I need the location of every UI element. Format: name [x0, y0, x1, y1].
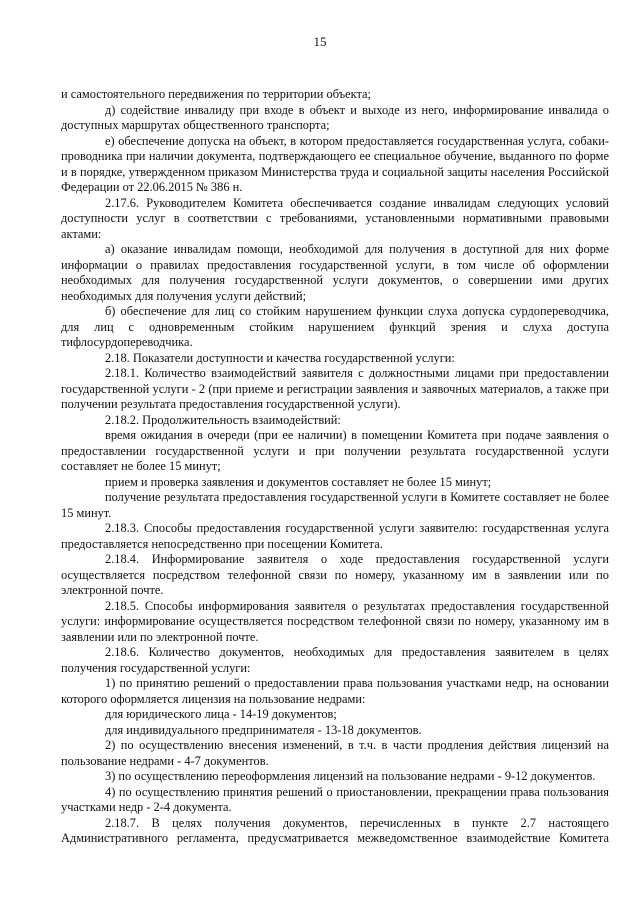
paragraph-legal-entity: для юридического лица - 14-19 документов;: [105, 707, 337, 721]
paragraph-item-1: 1) по принятию решений о предоставлении права пользования участками недр, на основании которого оформляется лицензия на пользование недрами:: [61, 676, 609, 706]
paragraph-individual-entrepreneur: для индивидуального предпринимателя - 13-18 документов.: [105, 722, 422, 737]
paragraph-2-18-4: 2.18.4. Информирование заявителя о ходе предоставления государственной услуги осуществляется посредством телефонной связи по номеру, указанному им в заявлении или по электронной почте.: [61, 552, 609, 597]
paragraph-item-e: е) обеспечение допуска на объект, в котором предоставляется государственная услуга, собаки-проводника при наличии документа, подтверждающего ее специальное обучение, выданного по форме и в порядке, утвержденном приказом Министерства труда и социальной защиты населения Российской Федерации от 22.06.2015 № 386 н.: [61, 133, 609, 194]
paragraph-2-18-6: 2.18.6. Количество документов, необходимых для предоставления заявителем в целях получения государственной услуги:: [61, 645, 609, 675]
paragraph-item-2: 2) по осуществлению внесения изменений, в т.ч. в части продления действия лицензий на пользование недрами - 4-7 документов.: [61, 738, 609, 768]
paragraph-reception-check: прием и проверка заявления и документов составляет не более 15 минут;: [105, 474, 492, 489]
paragraph-2-18-1: 2.18.1. Количество взаимодействий заявителя с должностными лицами при предоставлении государственной услуги - 2 (при приеме и регистрации заявления и заявочных материалов, а также при получении результата предоставления государственной услуги).: [61, 366, 609, 411]
page-number: 15: [313, 34, 327, 49]
paragraph-2-18: 2.18. Показатели доступности и качества государственной услуги:: [105, 350, 455, 365]
paragraph-item-3: 3) по осуществлению переоформления лицензий на пользование недрами - 9-12 документов.: [105, 769, 596, 783]
paragraph-2-18-7: 2.18.7. В целях получения документов, перечисленных в пункте 2.7 настоящего Административного регламента, предусматривается межведомственное взаимодействие Комитета: [61, 815, 609, 845]
paragraph-item-4: 4) по осуществлению принятия решений о приостановлении, прекращении права пользования участками недр - 2-4 документа.: [61, 784, 609, 814]
paragraph-2-18-5: 2.18.5. Способы информирования заявителя о результатах предоставления государственной услуги: информирование осуществляется посредством телефонной связи по номеру, указанному им в заявлении или по электронной почте.: [61, 598, 609, 644]
paragraph-2-18-2: 2.18.2. Продолжительность взаимодействий:: [105, 412, 341, 427]
paragraph-result-receipt: получение результата предоставления государственной услуги в Комитете составляет не более 15 минут.: [61, 490, 609, 520]
paragraph-continuation: и самостоятельного передвижения по территории объекта;: [61, 87, 372, 101]
paragraph-2-17-6: 2.17.6. Руководителем Комитета обеспечивается создание инвалидам следующих условий доступности услуг в соответствии с требованиями, установленными нормативными правовыми актами:: [61, 195, 609, 241]
paragraph-item-b: б) обеспечение для лиц со стойким нарушением функции слуха допуска сурдопереводчика, для лиц с одновременным стойким нарушением функций зрения и слуха доступа тифлосурдопереводчика.: [61, 304, 609, 349]
paragraph-2-18-3: 2.18.3. Способы предоставления государственной услуги заявителю: государственная услуга предоставляется непосредственно при посещении Комитета.: [61, 521, 609, 551]
document-body: [61, 87, 609, 847]
paragraph-waiting-time: время ожидания в очереди (при ее наличии) в помещении Комитета при подаче заявления о предоставлении государственной услуги и при получении результата государственной услуги составляет не более 15 минут;: [61, 428, 609, 473]
paragraph-item-d: д) содействие инвалиду при входе в объект и выходе из него, информирование инвалида о доступных маршрутах общественного транспорта;: [61, 102, 609, 132]
paragraph-item-a: а) оказание инвалидам помощи, необходимой для получения в доступной для них форме информации о правилах предоставления государственной услуги, в том числе об оформлении необходимых для получения государственной услуги документов, о совершении ими других необходимых для получения услуги действий;: [61, 242, 609, 303]
